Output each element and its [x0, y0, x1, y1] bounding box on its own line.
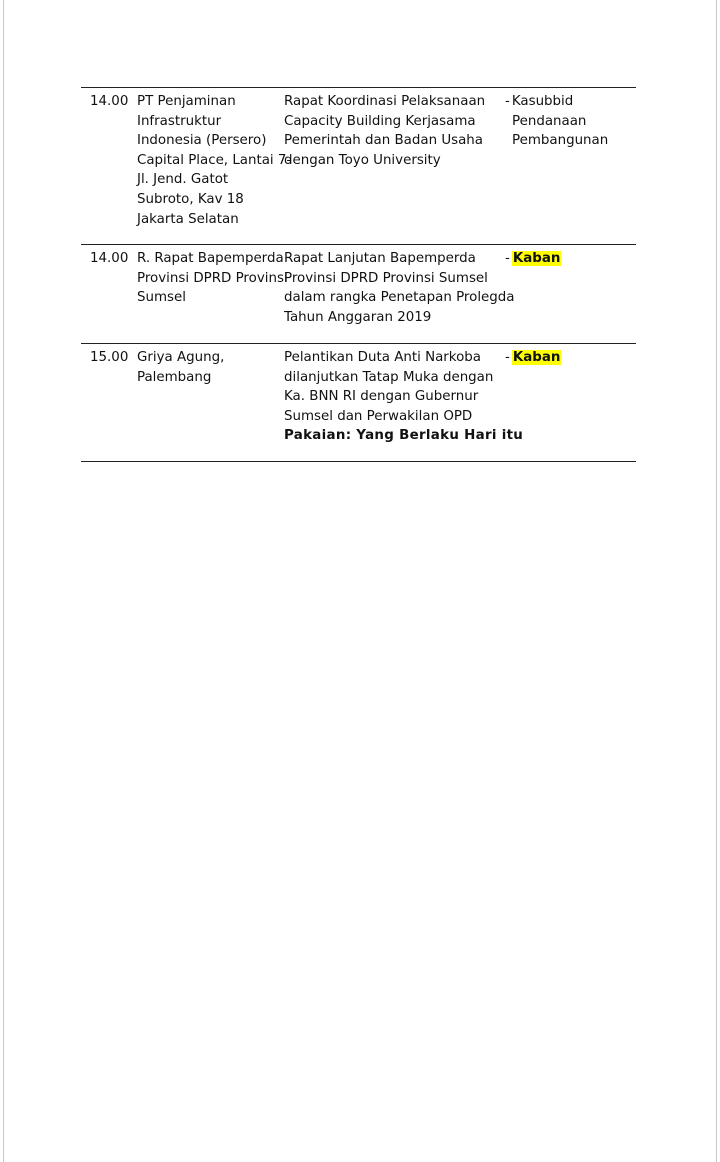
event-line: dalam rangka Penetapan Prolegda [284, 290, 515, 306]
event-cell [284, 92, 485, 170]
attendee-line: Pendanaan [512, 113, 587, 129]
event-line: dengan Toyo University [284, 152, 441, 168]
event-line: dilanjutkan Tatap Muka dengan [284, 369, 494, 385]
place-line: PT Penjaminan [137, 94, 236, 109]
time-cell: 15.00 [90, 350, 129, 365]
attendee-line: Pembangunan [512, 133, 609, 149]
place-line: Infrastruktur [137, 113, 222, 129]
place-cell [137, 348, 224, 387]
place-line: Sumsel [137, 290, 186, 306]
event-line: Ka. BNN RI dengan Gubernur [284, 389, 479, 405]
attendee-line: Kasubbid [511, 94, 574, 109]
event-cell [284, 249, 514, 327]
place-line: Griya Agung, [137, 350, 225, 365]
place-line: Provinsi DPRD Provinsi [137, 270, 288, 286]
dress-code-note: Pakaian: Yang Berlaku Hari itu [284, 428, 524, 444]
event-line: Capacity Building Kerjasama [284, 113, 476, 129]
event-line: Pelantikan Duta Anti Narkoba [284, 350, 481, 365]
page-edge-left [3, 0, 4, 1162]
attendee-dash: - [505, 94, 510, 109]
place-cell [137, 92, 291, 229]
place-line: Indonesia (Persero) [137, 133, 267, 149]
event-cell [284, 348, 523, 446]
place-line: R. Rapat Bapemperda [137, 251, 284, 266]
attendee-cell [505, 92, 608, 151]
place-line: Jl. Jend. Gatot [137, 172, 229, 188]
page-edge-right [716, 0, 717, 1162]
event-line: Rapat Koordinasi Pelaksanaan [284, 94, 486, 109]
event-line: Provinsi DPRD Provinsi Sumsel [284, 270, 488, 286]
attendee-highlight: Kaban [512, 251, 561, 266]
place-line: Palembang [137, 369, 212, 385]
attendee-cell [505, 348, 561, 368]
event-line: Tahun Anggaran 2019 [284, 309, 432, 325]
table-row [81, 244, 636, 343]
event-line: Pemerintah dan Badan Usaha [284, 133, 483, 149]
event-line: Rapat Lanjutan Bapemperda [284, 251, 476, 266]
place-cell [137, 249, 288, 308]
place-line: Capital Place, Lantai 7- [137, 152, 292, 168]
attendee-cell [505, 249, 561, 269]
attendee-highlight: Kaban [512, 350, 561, 365]
event-line: Sumsel dan Perwakilan OPD [284, 408, 473, 424]
table-row [81, 87, 636, 244]
time-cell: 14.00 [90, 251, 129, 266]
table-row [81, 343, 636, 462]
attendee-dash: - [505, 251, 510, 266]
schedule-table [81, 87, 636, 462]
place-line: Jakarta Selatan [137, 211, 239, 227]
time-cell: 14.00 [90, 94, 129, 109]
attendee-dash: - [505, 350, 510, 365]
place-line: Subroto, Kav 18 [137, 191, 244, 207]
